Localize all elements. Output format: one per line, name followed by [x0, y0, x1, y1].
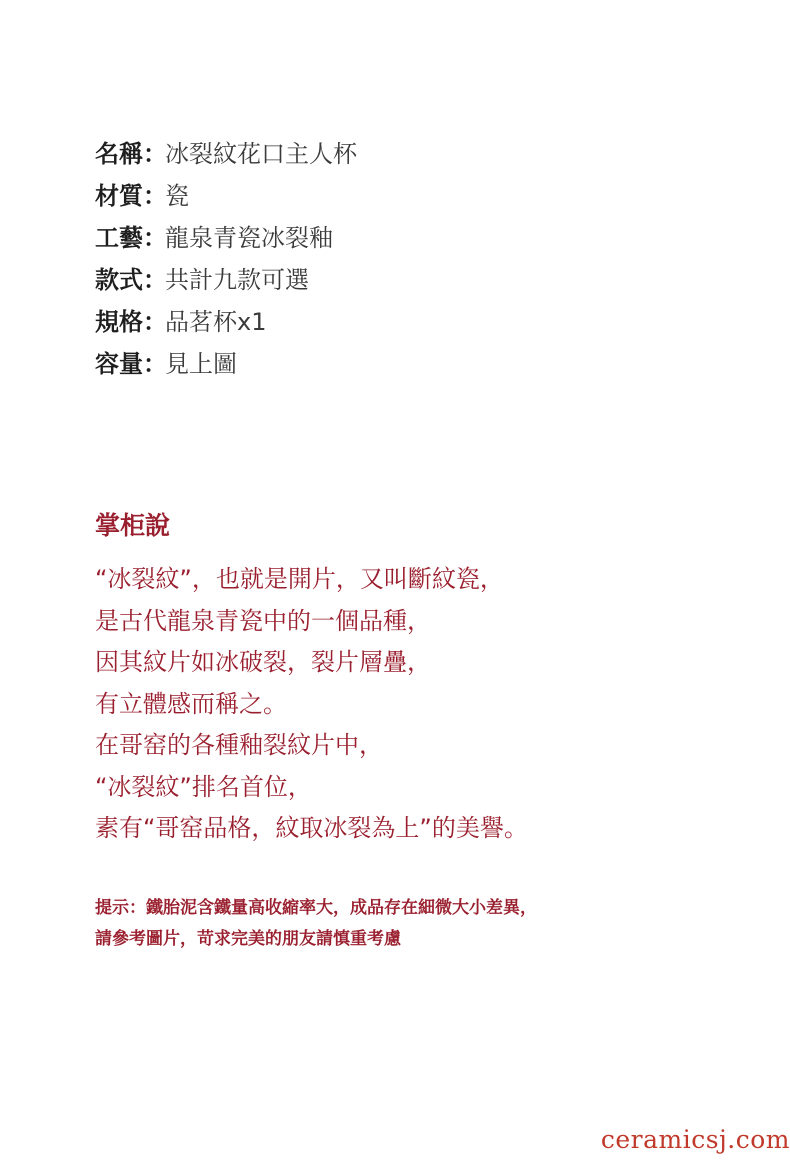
- spec-row-capacity: [95, 343, 735, 385]
- spec-colon: ：: [143, 140, 167, 168]
- notice: [95, 893, 755, 955]
- notice-line: 請參考圖片，苛求完美的朋友請慎重考慮: [95, 929, 401, 949]
- spec-row-size: [95, 301, 735, 343]
- spec-row-craft: [95, 217, 735, 259]
- spec-label: 名稱: [95, 140, 143, 168]
- spec-label: 工藝: [95, 224, 143, 252]
- spec-label: 款式: [95, 266, 143, 294]
- story-line: 素有“哥窑品格，紋取冰裂為上”的美譽。: [95, 814, 528, 842]
- spec-value: 冰裂紋花口主人杯: [165, 140, 357, 168]
- spec-label: 規格: [95, 308, 143, 336]
- story-line: 有立體感而稱之。: [95, 689, 287, 718]
- shopkeeper-story: [95, 505, 755, 850]
- notice-line: 提示：鐵胎泥含鐵量高收縮率大，成品存在細微大小差異，: [95, 898, 537, 918]
- spec-label: 材質: [95, 182, 143, 210]
- spec-colon: ：: [143, 182, 167, 210]
- spec-label: 容量: [95, 350, 143, 378]
- spec-value: 瓷: [165, 182, 189, 210]
- story-line: 是古代龍泉青瓷中的一個品種，: [95, 606, 431, 635]
- spec-colon: ：: [143, 350, 167, 378]
- spec-colon: ：: [143, 266, 167, 294]
- spec-row-style: [95, 259, 735, 301]
- spec-colon: ：: [143, 224, 167, 252]
- spec-value: 共計九款可選: [165, 266, 309, 294]
- spec-row-material: [95, 175, 735, 217]
- spec-value: 龍泉青瓷冰裂釉: [165, 224, 333, 252]
- spec-value: 品茗杯x1: [165, 308, 267, 336]
- story-line: “冰裂紋”，也就是開片，又叫斷紋瓷，: [95, 565, 504, 593]
- spec-row-name: [95, 133, 735, 175]
- story-line: “冰裂紋”排名首位，: [95, 772, 312, 801]
- story-line: 在哥窑的各種釉裂紋片中，: [95, 731, 383, 759]
- spec-value: 見上圖: [165, 350, 237, 378]
- story-line: 因其紋片如冰破裂，裂片層疊，: [95, 648, 431, 676]
- spec-colon: ：: [143, 308, 167, 336]
- story-title: 掌柜說: [95, 511, 171, 540]
- spec-list: [95, 133, 735, 385]
- site-watermark: ceramicsj.com: [600, 1125, 790, 1154]
